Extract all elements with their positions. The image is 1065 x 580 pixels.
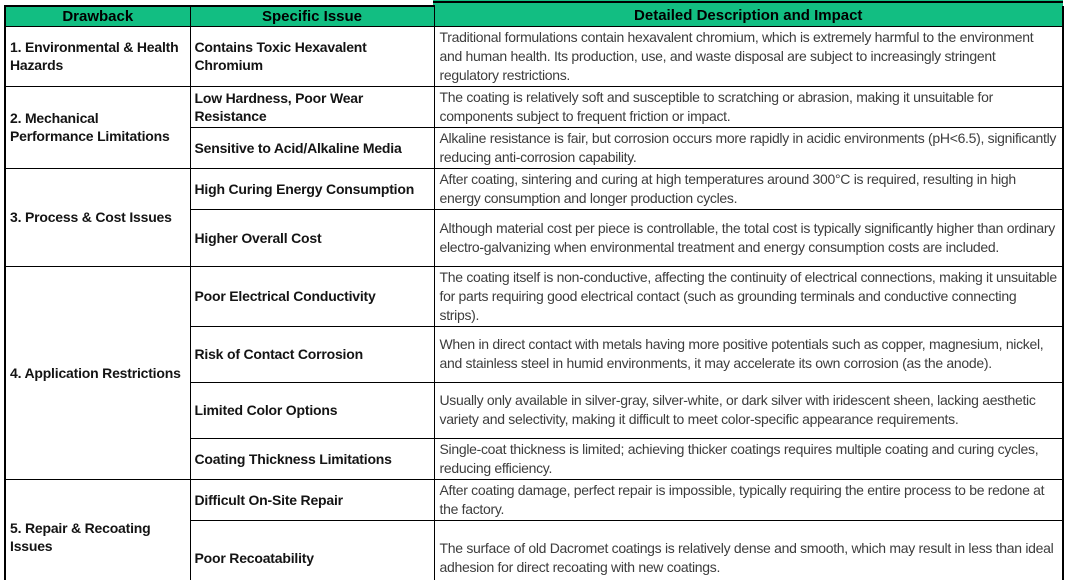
drawbacks-table [4,5,1064,580]
description-cell: After coating damage, perfect repair is impossible, typically requiring the entire process to be redone at the factory. [434,479,1063,520]
issue-cell: Contains Toxic Hexavalent Chromium [190,26,434,86]
description-cell: The surface of old Dacromet coatings is relatively dense and smooth, which may result in less than ideal adhesion for direct recoating with new coatings. [434,520,1063,580]
issue-cell: Coating Thickness Limitations [190,438,434,479]
table-row [5,479,1063,520]
issue-cell: Risk of Contact Corrosion [190,326,434,382]
column-header-specific-issue: Specific Issue [190,6,434,26]
drawback-cell-mechanical: 2. Mechanical Performance Limitations [5,86,190,168]
column-header-detailed-description: Detailed Description and Impact [434,6,1063,26]
issue-cell: Higher Overall Cost [190,209,434,266]
description-cell: Usually only available in silver-gray, silver-white, or dark silver with iridescent sheen, lacking aesthetic variety and selectivity, making it difficult to meet color-specific appearance requirements. [434,382,1063,438]
issue-cell: Limited Color Options [190,382,434,438]
issue-cell: Difficult On-Site Repair [190,479,434,520]
drawback-cell-environmental: 1. Environmental & Health Hazards [5,26,190,86]
issue-cell: High Curing Energy Consumption [190,168,434,209]
description-cell: The coating itself is non-conductive, affecting the continuity of electrical connections, making it unsuitable for parts requiring good electrical contact (such as grounding terminals and conductive connecting strips). [434,266,1063,326]
description-cell: After coating, sintering and curing at high temperatures around 300°C is required, resulting in high energy consumption and longer production cycles. [434,168,1063,209]
drawback-cell-repair-recoating: 5. Repair & Recoating Issues [5,479,190,580]
description-cell: Single-coat thickness is limited; achieving thicker coatings requires multiple coating and curing cycles, reducing efficiency. [434,438,1063,479]
description-cell: Traditional formulations contain hexavalent chromium, which is extremely harmful to the environment and human health. Its production, use, and waste disposal are subject to increasingly stringent regulatory restrictions. [434,26,1063,86]
table-header-row [5,6,1063,26]
description-cell: Although material cost per piece is controllable, the total cost is typically significantly higher than ordinary electro-galvanizing when environmental treatment and energy consumption costs are included. [434,209,1063,266]
description-cell: The coating is relatively soft and susceptible to scratching or abrasion, making it unsuitable for components subject to frequent friction or impact. [434,86,1063,127]
table-row [5,86,1063,127]
table-row [5,266,1063,326]
issue-cell: Poor Electrical Conductivity [190,266,434,326]
column-header-drawback: Drawback [5,6,190,26]
drawback-cell-process-cost: 3. Process & Cost Issues [5,168,190,266]
issue-cell: Low Hardness, Poor Wear Resistance [190,86,434,127]
description-cell: Alkaline resistance is fair, but corrosion occurs more rapidly in acidic environments (pH<6.5), significantly reducing anti-corrosion capability. [434,127,1063,168]
issue-cell: Poor Recoatability [190,520,434,580]
description-cell: When in direct contact with metals having more positive potentials such as copper, magnesium, nickel, and stainless steel in humid environments, it may accelerate its own corrosion (as the anode). [434,326,1063,382]
drawback-cell-application: 4. Application Restrictions [5,266,190,479]
issue-cell: Sensitive to Acid/Alkaline Media [190,127,434,168]
table-row [5,26,1063,86]
table-row [5,168,1063,209]
